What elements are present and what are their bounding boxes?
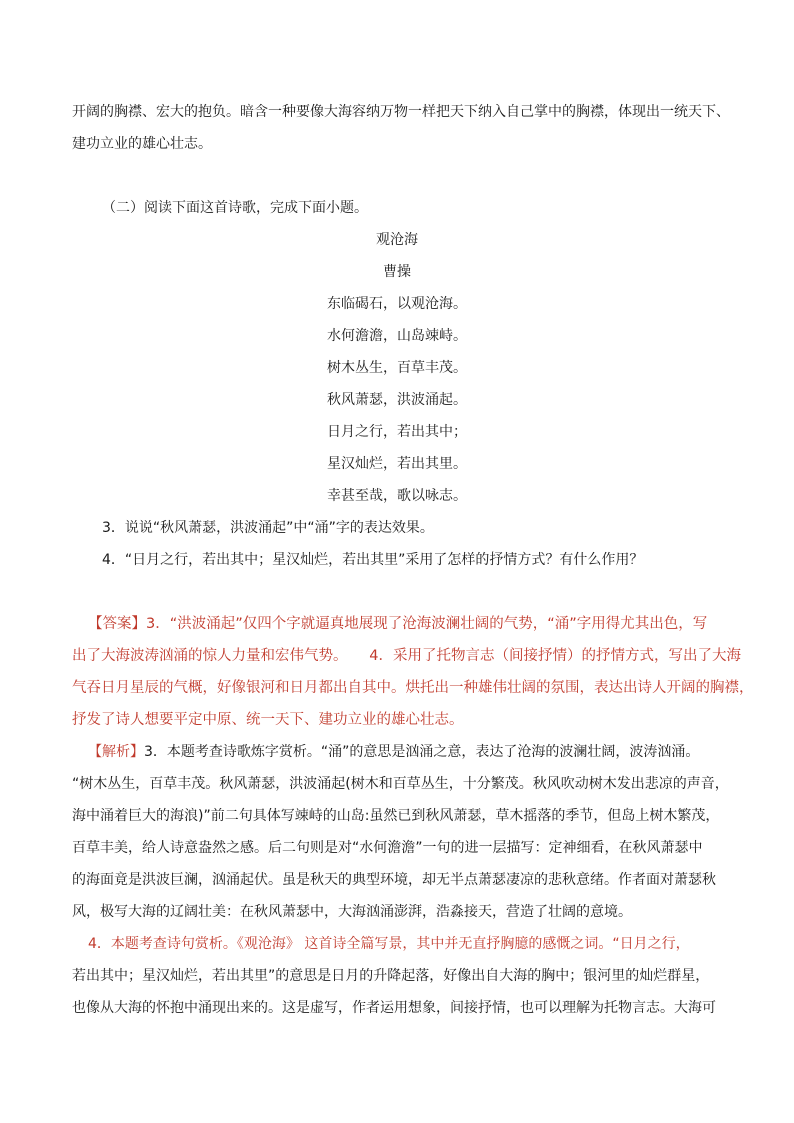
analysis-line-6: 风，极写大海的辽阔壮美：在秋风萧瑟中，大海汹涌澎湃，浩淼接天，营造了壮阔的意境。 xyxy=(72,904,632,920)
analysis-line-5: 的海面竟是洪波巨澜，汹涌起伏。虽是秋天的典型环境，却无半点萧瑟凄凉的悲秋意绪。作者面对萧瑟秋 xyxy=(72,872,716,888)
poem-title: 观沧海 xyxy=(376,232,418,248)
analysis-line-4: 百草丰美，给人诗意盎然之感。后二句则是对“水何澹澹”一句的进一层描写：定神细看，在秋风萧瑟中 xyxy=(72,840,703,856)
question-3: 3．说说“秋风萧瑟，洪波涌起”中“涌”字的表达效果。 xyxy=(102,520,434,536)
poem-author: 曹操 xyxy=(383,264,411,280)
poem-line: 东临碣石，以观沧海。 xyxy=(327,296,467,312)
poem-line: 日月之行，若出其中； xyxy=(327,424,467,440)
section-heading: （二）阅读下面这首诗歌，完成下面小题。 xyxy=(102,200,368,216)
analysis-line-2: “树木丛生，百草丰茂。秋风萧瑟，洪波涌起(树木和百草丛生，十分繁茂。秋风吹动树木发出悲凉的声音， xyxy=(72,776,729,792)
analysis-part2-line-3: 也像从大海的怀抱中涌现出来的。这是虚写，作者运用想象，间接抒情，也可以理解为托物言志。大海可 xyxy=(72,1000,716,1016)
answer-tag: 【答案】 xyxy=(88,616,146,632)
answer-line-4: 抒发了诗人想要平定中原、统一天下、建功立业的雄心壮志。 xyxy=(72,712,464,728)
poem-line: 水何澹澹，山岛竦峙。 xyxy=(327,328,467,344)
analysis-part2-line-2: 若出其中；星汉灿烂，若出其里”的意思是日月的升降起落，好像出自大海的胸中；银河里的灿烂群星， xyxy=(72,968,710,984)
intro-line-1: 开阔的胸襟、宏大的抱负。暗含一种要像大海容纳万物一样把天下纳入自己掌中的胸襟，体现出一统天下、 xyxy=(72,104,730,120)
intro-line-2: 建功立业的雄心壮志。 xyxy=(72,136,212,152)
analysis-text: 3．本题考查诗歌炼字赏析。“涌”的意思是汹涌之意，表达了沧海的波澜壮阔，波涛汹涌。 xyxy=(144,744,700,760)
question-4: 4．“日月之行，若出其中；星汉灿烂，若出其里”采用了怎样的抒情方式？有什么作用？ xyxy=(102,552,644,568)
poem-line: 树木丛生，百草丰茂。 xyxy=(327,360,467,376)
poem-line: 星汉灿烂，若出其里。 xyxy=(327,456,467,472)
analysis-part2-line-1 xyxy=(88,934,690,954)
poem-line: 秋风萧瑟，洪波涌起。 xyxy=(327,392,467,408)
analysis-part2-text: 4．本题考查诗句赏析。《观沧海》 这首诗全篇写景，其中并无直抒胸臆的感慨之词。“日月之行， xyxy=(88,936,690,952)
answer-line-2: 出了大海波涛汹涌的惊人力量和宏伟气势。 4．采用了托物言志（间接抒情）的抒情方式，写出了大海 xyxy=(72,648,741,664)
analysis-tag: 【解析】 xyxy=(88,744,144,760)
poem-line: 幸甚至哉，歌以咏志。 xyxy=(327,488,467,504)
analysis-line-3: 海中涌着巨大的海浪)”前二句具体写竦峙的山岛:虽然已到秋风萧瑟，草木摇落的季节，但岛上树木繁茂， xyxy=(72,808,720,824)
answer-line-3: 气吞日月星辰的气概，好像银河和日月都出自其中。烘托出一种雄伟壮阔的氛围，表达出诗人开阔的胸襟， xyxy=(72,680,754,696)
answer-text: 3．“洪波涌起”仅四个字就逼真地展现了沧海波澜壮阔的气势，“涌”字用得尤其出色，写 xyxy=(146,616,708,632)
analysis-line-1 xyxy=(88,742,699,762)
answer-line-1 xyxy=(88,614,707,634)
